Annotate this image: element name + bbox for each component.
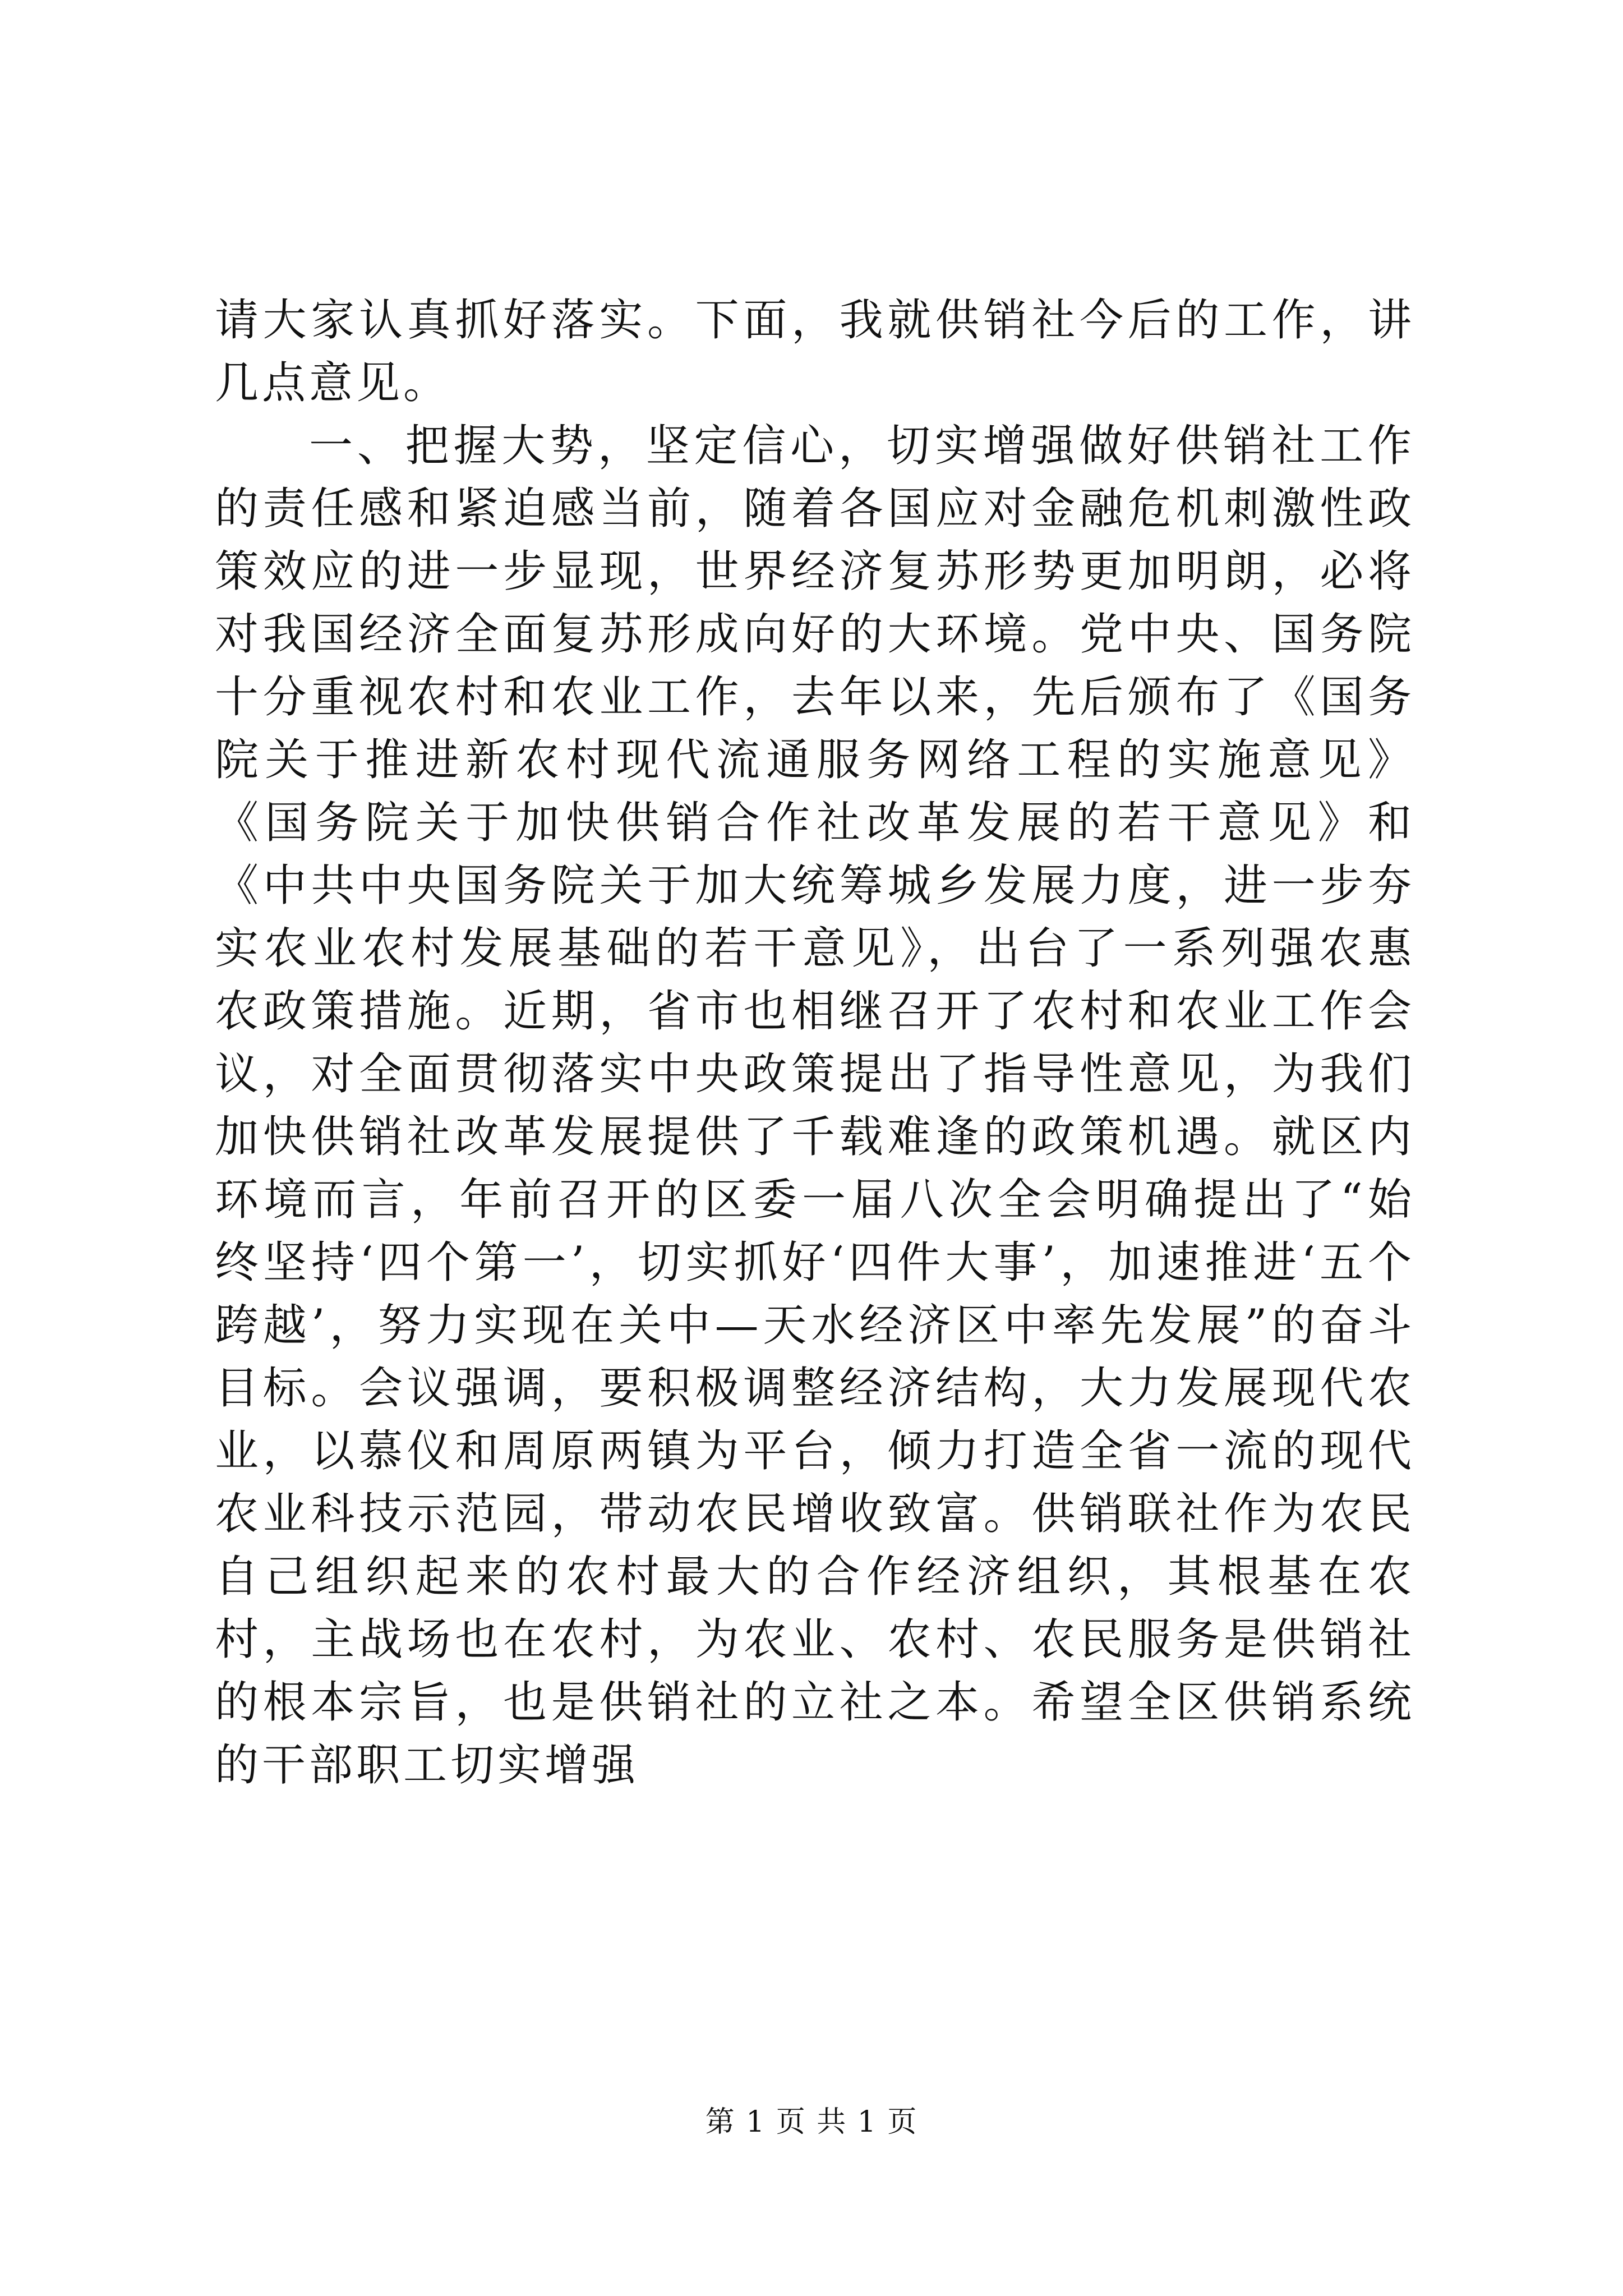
paragraph-section-one: 一、把握大势，坚定信心，切实增强做好供销社工作的责任感和紧迫感当前，随着各国应对金融危机刺激性政策效应的进一步显现，世界经济复苏形势更加明朗，必将对我国经济全面复苏形成向好的大环境。党中央、国务院十分重视农村和农业工作，去年以来，先后颁布了《国务院关于推进新农村现代流通服务网络工程的实施意见》《国务院关于加快供销合作社改革发展的若干意见》和《中共中央国务院关于加大统筹城乡发展力度，进一步夯实农业农村发展基础的若干意见》，出台了一系列强农惠农政策措施。近期，省市也相继召开了农村和农业工作会议，对全面贯彻落实中央政策提出了指导性意见，为我们加快供销社改革发展提供了千载难逢的政策机遇。就区内环境而言，年前召开的区委一届八次全会明确提出了“始终坚持‘四个第一’，切实抓好‘四件大事’，加速推进‘五个跨越’，努力实现在关中—天水经济区中率先发展”的奋斗目标。会议强调，要积极调整经济结构，大力发展现代农业，以慕仪和周原两镇为平台，倾力打造全省一流的现代农业科技示范园，带动农民增收致富。供销联社作为农民自己组织起来的农村最大的合作经济组织，其根基在农村，主战场也在农村，为农业、农村、农民服务是供销社的根本宗旨，也是供销社的立社之本。希望全区供销系统的干部职工切实增强 (215, 421, 1415, 1791)
paragraph-continuation: 请大家认真抓好落实。下面，我就供销社今后的工作，讲几点意见。 (215, 295, 1415, 408)
document-body (215, 289, 1415, 1797)
page-footer: 第 1 页 共 1 页 (705, 2105, 918, 2139)
